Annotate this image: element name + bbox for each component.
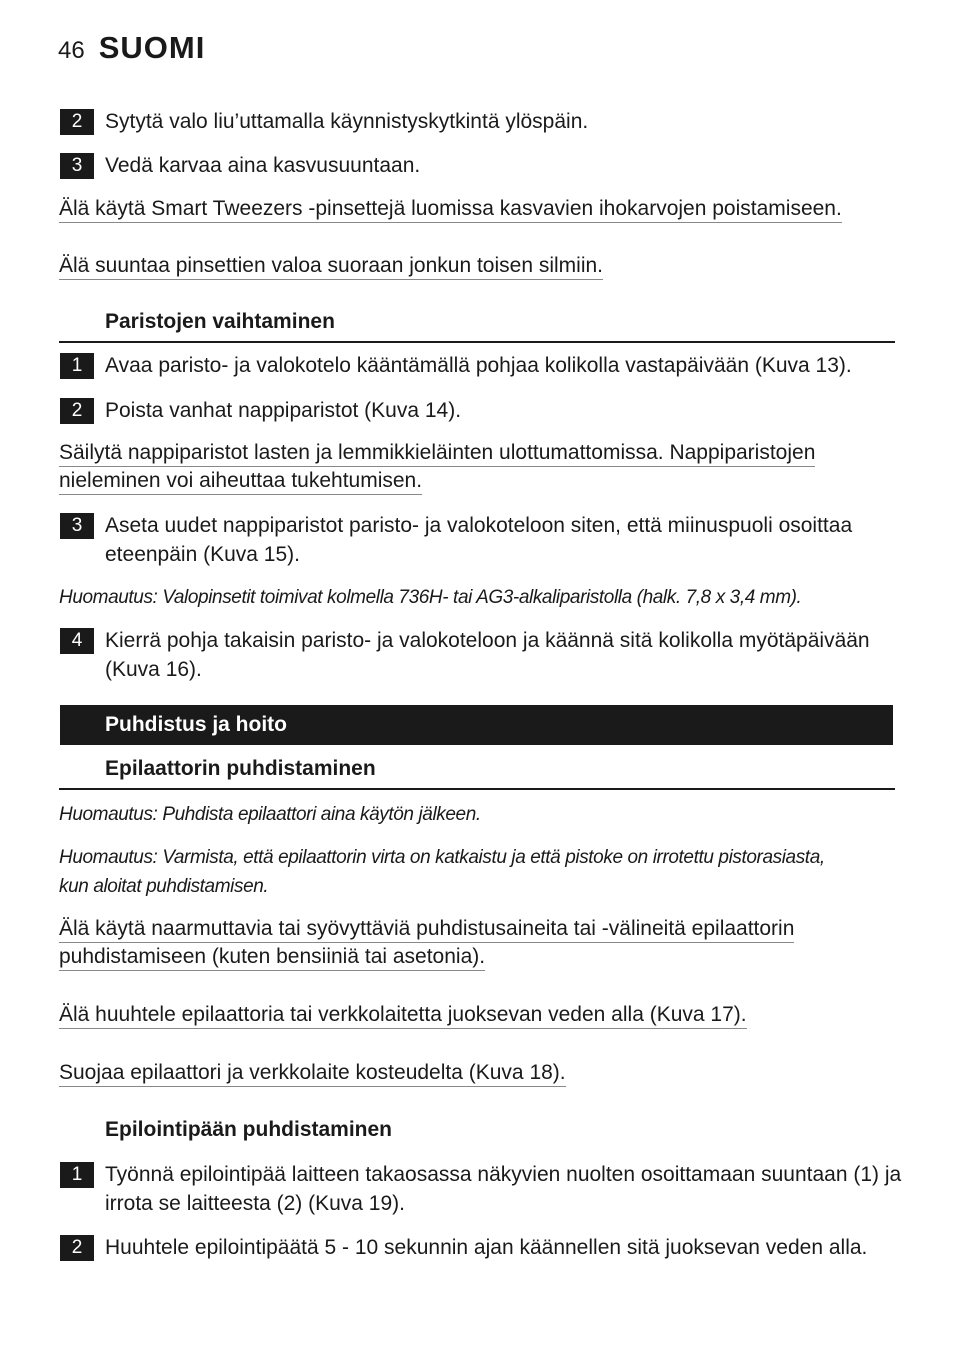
step-text: Huuhtele epilointipäätä 5 - 10 sekunnin ajan käännellen sitä juoksevan veden alla. xyxy=(105,1236,868,1259)
warning-text: Älä huuhtele epilaattoria tai verkkolaitetta juoksevan veden alla (Kuva 17). xyxy=(59,1001,747,1029)
warning-abrasive-cleaners xyxy=(59,915,794,971)
step-3-pull-hair xyxy=(60,153,905,180)
warning-text-line-1: Säilytä nappiparistot lasten ja lemmikkieläinten ulottumattomissa. Nappiparistojen xyxy=(59,439,815,467)
step-text: Aseta uudet nappiparistot paristo- ja valokoteloon siten, että miinuspuoli osoittaa eteenpäin (Kuva 15). xyxy=(105,514,853,566)
step-2-light-switch xyxy=(60,109,905,136)
step-number: 4 xyxy=(60,628,94,654)
warning-text: Älä suuntaa pinsettien valoa suoraan jonkun toisen silmiin. xyxy=(59,252,603,280)
subheading-head-cleaning: Epilointipään puhdistaminen xyxy=(105,1118,393,1141)
step-1-remove-head xyxy=(60,1162,905,1218)
step-number: 2 xyxy=(60,1235,94,1261)
step-number: 2 xyxy=(60,398,94,424)
warning-text: Älä käytä Smart Tweezers -pinsettejä luomissa kasvavien ihokarvojen poistamiseen. xyxy=(59,195,842,223)
step-2-remove-batteries xyxy=(60,398,905,425)
warning-running-water xyxy=(59,1001,747,1029)
step-number: 1 xyxy=(60,353,94,379)
warning-text-line-2: puhdistamiseen (kuten bensiiniä tai asetonia). xyxy=(59,943,485,971)
subheading-rule xyxy=(59,788,895,790)
step-text: Vedä karvaa aina kasvusuuntaan. xyxy=(105,154,421,177)
note-battery-type: Huomautus: Valopinsetit toimivat kolmella 736H- tai AG3-alkaliparistolla (halk. 7,8 x 3,4 mm). xyxy=(59,587,802,608)
step-text: Kierrä pohja takaisin paristo- ja valokoteloon ja käännä sitä kolikolla myötäpäivään (Kuva 16). xyxy=(105,629,870,681)
step-3-insert-batteries xyxy=(60,513,905,569)
warning-moisture xyxy=(59,1059,566,1087)
section-header xyxy=(60,705,893,745)
step-2-rinse-head xyxy=(60,1235,905,1262)
step-number: 3 xyxy=(60,513,94,539)
step-4-close-battery xyxy=(60,628,905,684)
subheading-epilator-cleaning: Epilaattorin puhdistaminen xyxy=(105,757,376,780)
step-number: 2 xyxy=(60,109,94,135)
subheading-rule xyxy=(59,341,895,343)
page-header xyxy=(58,30,205,66)
step-number: 1 xyxy=(60,1162,94,1188)
step-1-open-battery xyxy=(60,353,905,380)
note-clean-after-use: Huomautus: Puhdista epilaattori aina käytön jälkeen. xyxy=(59,804,481,825)
note-unplug: Huomautus: Varmista, että epilaattorin virta on katkaistu ja että pistoke on irrotettu pistorasiasta, kun aloitat puhdistamisen. xyxy=(59,847,825,897)
subheading-battery-replacement: Paristojen vaihtaminen xyxy=(105,310,335,333)
step-text: Sytytä valo liu’uttamalla käynnistyskytkintä ylöspäin. xyxy=(105,110,589,133)
language-title: SUOMI xyxy=(98,30,206,65)
step-number: 3 xyxy=(60,153,94,179)
warning-text: Suojaa epilaattori ja verkkolaite kosteudelta (Kuva 18). xyxy=(59,1059,566,1087)
warning-moles xyxy=(59,195,842,223)
warning-text-line-2: nieleminen voi aiheuttaa tukehtumisen. xyxy=(59,467,422,495)
step-text: Poista vanhat nappiparistot (Kuva 14). xyxy=(105,399,462,422)
step-text: Työnnä epilointipää laitteen takaosassa näkyvien nuolten osoittamaan suuntaan (1) ja irrota se laitteesta (2) (Kuva 19). xyxy=(105,1163,902,1215)
section-title: Puhdistus ja hoito xyxy=(105,713,287,736)
warning-button-batteries xyxy=(59,439,815,495)
warning-text-line-1: Älä käytä naarmuttavia tai syövyttäviä puhdistusaineita tai -välineitä epilaattorin xyxy=(59,915,794,943)
page-number: 46 xyxy=(58,37,85,64)
step-text: Avaa paristo- ja valokotelo kääntämällä pohjaa kolikolla vastapäivään (Kuva 13). xyxy=(105,354,852,377)
warning-eyes xyxy=(59,252,603,280)
